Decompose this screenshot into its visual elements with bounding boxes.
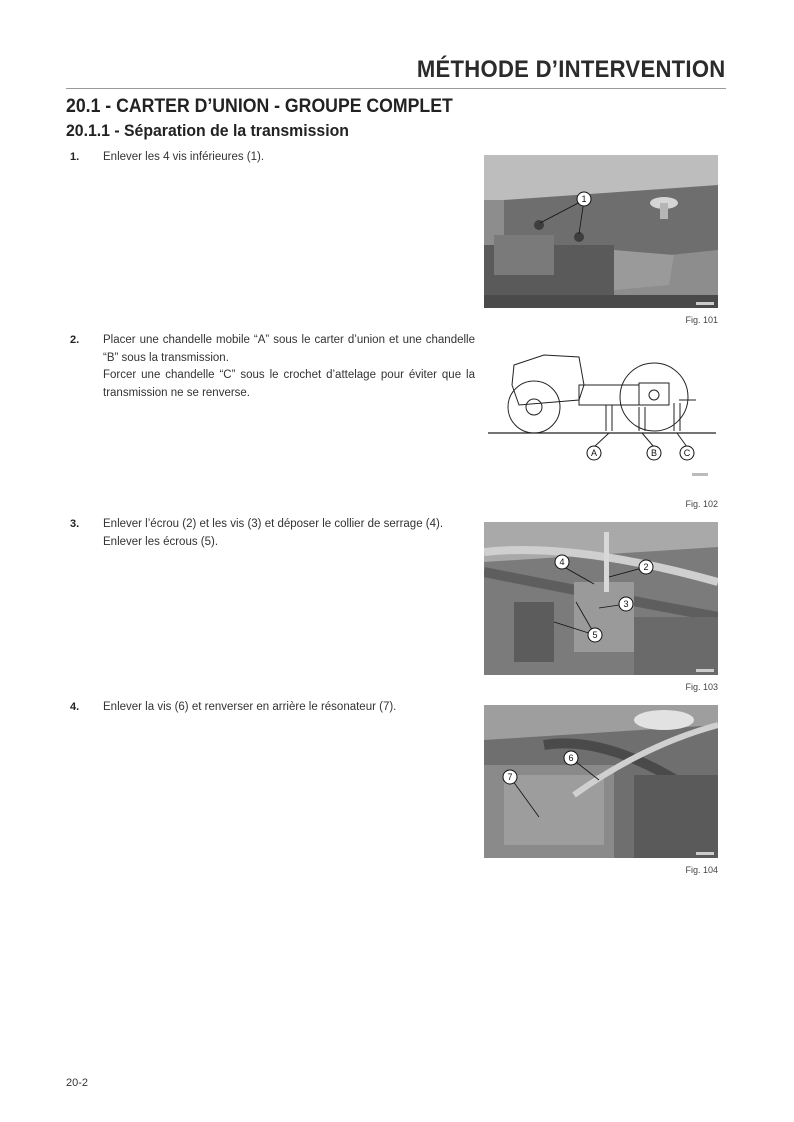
svg-text:4: 4	[559, 557, 565, 567]
figure-callout	[503, 770, 517, 784]
page-header-title: MÉTHODE D’INTERVENTION	[417, 56, 726, 83]
figure-callout	[555, 555, 569, 569]
step-line: Enlever les 4 vis inférieures (1).	[103, 151, 265, 163]
figure-103-photo	[484, 522, 718, 675]
figure-callout	[639, 560, 653, 574]
svg-text:A: A	[590, 448, 598, 458]
header-divider	[66, 88, 726, 89]
svg-text:1: 1	[581, 194, 587, 204]
svg-text:B: B	[650, 448, 658, 458]
step-text	[103, 699, 475, 717]
step-line: Enlever les écrous (5).	[103, 535, 219, 548]
step-text	[103, 149, 475, 167]
svg-text:2: 2	[643, 562, 649, 572]
figure-callout	[647, 446, 661, 460]
step-number: 2.	[70, 334, 80, 346]
step-text	[103, 332, 475, 402]
section-title: 20.1 - CARTER D’UNION - GROUPE COMPLET	[66, 96, 453, 117]
figure-caption: Fig. 104	[685, 865, 718, 875]
figure-callout	[588, 628, 602, 642]
step-number: 1.	[70, 151, 80, 163]
figure-callout	[587, 446, 601, 460]
subsection-title: 20.1.1 - Séparation de la transmission	[66, 121, 349, 140]
figure-102-drawing	[484, 345, 718, 483]
step-line: Placer une chandelle mobile “A” sous le carter d’union et une chandelle “B” sous la transmission.	[103, 334, 475, 364]
step-number: 3.	[70, 518, 80, 530]
step-number: 4.	[70, 701, 80, 713]
figure-caption: Fig. 102	[685, 499, 718, 509]
figure-caption: Fig. 103	[685, 682, 718, 692]
figure-104-photo	[484, 705, 718, 858]
figure-callout	[680, 446, 694, 460]
svg-text:5: 5	[592, 630, 598, 640]
figure-callout	[564, 751, 578, 765]
page-number: 20-2	[66, 1077, 89, 1089]
figure-callout	[577, 192, 591, 206]
svg-text:6: 6	[568, 753, 574, 763]
figure-callout	[619, 597, 633, 611]
svg-text:7: 7	[507, 772, 513, 782]
figure-101-photo	[484, 155, 718, 308]
step-line: Forcer une chandelle “C” sous le crochet d’attelage pour éviter que la transmission ne se renverse.	[103, 369, 475, 399]
svg-text:C: C	[683, 448, 691, 458]
step-line: Enlever l’écrou (2) et les vis (3) et déposer le collier de serrage (4).	[103, 518, 444, 530]
step-text	[103, 516, 475, 551]
step-line: Enlever la vis (6) et renverser en arrière le résonateur (7).	[103, 701, 397, 713]
svg-text:3: 3	[623, 599, 629, 609]
figure-caption: Fig. 101	[685, 315, 718, 325]
